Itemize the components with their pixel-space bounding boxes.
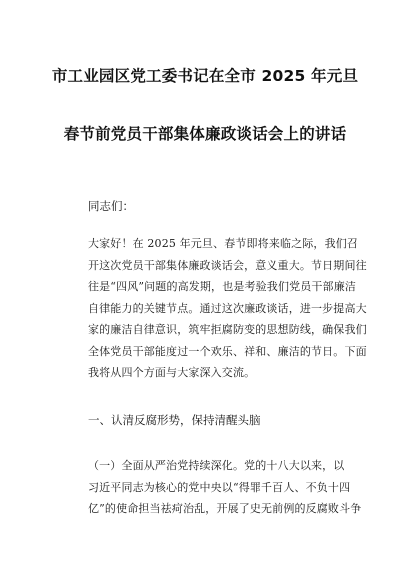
paragraph-line: 家的廉洁自律意识，筑牢拒腐防变的思想防线，确保我们 bbox=[88, 323, 367, 336]
paragraph-line: 往是“四风”问题的高发期，也是考验我们党员干部廉洁 bbox=[88, 280, 356, 293]
paragraph-line: 自律能力的关键节点。通过这次廉政谈话，进一步提高大 bbox=[88, 301, 367, 315]
paragraph-line: 亿”的使命担当祛疴治乱，开展了史无前例的反腐败斗争 bbox=[88, 502, 362, 515]
section-paragraph bbox=[88, 455, 362, 520]
salutation: 同志们： bbox=[88, 199, 134, 213]
paragraph-line: （一）全面从严治党持续深化。党的十八大以来，以 bbox=[88, 459, 345, 472]
document-title-line-2: 春节前党员干部集体廉政谈话会上的讲话 bbox=[63, 125, 347, 143]
opening-paragraph bbox=[88, 233, 367, 384]
paragraph-line: 我将从四个方面与大家深入交流。 bbox=[88, 366, 256, 379]
document-title-line-1: 市工业园区党工委书记在全市 2025 年元旦 bbox=[51, 67, 359, 85]
section-heading: 一、认清反腐形势，保持清醒头脑 bbox=[88, 413, 261, 427]
paragraph-line: 开这次党员干部集体廉政谈话会，意义重大。节日期间往 bbox=[88, 258, 367, 272]
paragraph-line: 大家好！在 2025 年元旦、春节即将来临之际，我们召 bbox=[88, 237, 359, 250]
paragraph-line: 全体党员干部能度过一个欢乐、祥和、廉洁的节日。下面 bbox=[88, 344, 367, 358]
paragraph-line: 习近平同志为核心的党中央以“得罪千百人、不负十四 bbox=[88, 480, 351, 494]
